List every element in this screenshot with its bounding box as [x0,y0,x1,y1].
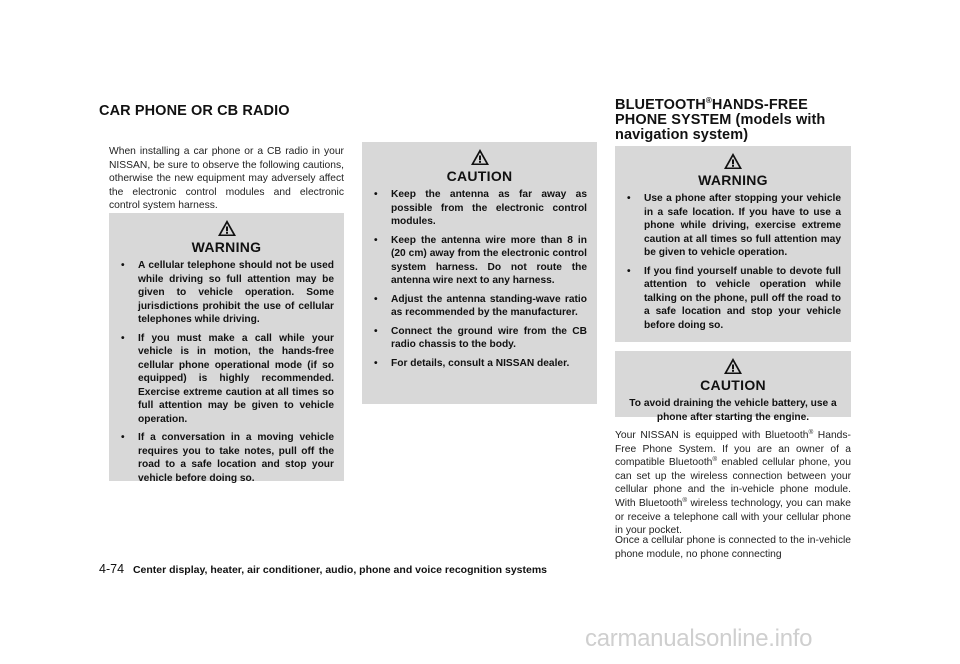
watermark: carmanualsonline.info [585,625,813,652]
warning-item: • Use a phone after stopping your vehicle in a safe location. If you have to use a phone while driving, exercise extreme caution at all times so full attention may be given to vehicle operation. [627,192,841,260]
caution-box-middle [362,142,597,404]
warning-item: • If you find yourself unable to devote full attention to vehicle operation while talking on the phone, pull off the road to a safe location and stop your vehicle before doing so. [627,265,841,333]
caution-heading: CAUTION [446,168,513,184]
caution-heading: CAUTION [700,377,766,393]
footer-chapter-title: Center display, heater, air conditioner, audio, phone and voice recognition systems [132,564,548,576]
warning-box-right [615,146,851,342]
warning-header [615,146,851,192]
caution-item: • Keep the antenna wire more than 8 in (20 cm) away from the electronic control system harness. Do not route the antenna wire next to any harness. [374,234,587,288]
warning-triangle-icon [723,357,743,375]
caution-item: • Connect the ground wire from the CB radio chassis to the body. [374,325,587,352]
page-number: 4-74 [99,562,125,576]
warning-item: • A cellular telephone should not be used while driving so full attention may be given to vehicle operation. Some jurisdictions prohibit the use of cellular telephones while driving. [121,259,334,327]
section-title-car-phone: CAR PHONE OR CB RADIO [99,103,290,119]
caution-header [362,142,597,188]
bluetooth-paragraph-2: Once a cellular phone is connected to the in-vehicle phone module, no phone connecting [615,535,851,560]
section-title-bluetooth: BLUETOOTH®HANDS-FREE PHONE SYSTEM (models with navigation system) [615,96,826,143]
warning-list [615,192,851,347]
caution-item: • Keep the antenna as far away as possible from the electronic control modules. [374,188,587,229]
warning-triangle-icon [723,152,743,170]
warning-triangle-icon [217,219,237,237]
caution-header [615,351,851,397]
warning-item: • If a conversation in a moving vehicle requires you to take notes, pull off the road to a safe location and stop your vehicle before doing so. [121,431,334,485]
warning-box-left [109,213,344,484]
page-footer [99,562,547,576]
bluetooth-paragraph-1: Your NISSAN is equipped with Bluetooth® Hands-Free Phone System. If you are an owner of a compatible Bluetooth® enabled cellular phone, you can set up the wireless connection between your cellular phone and the in-vehicle phone module. With Bluetooth® wireless technology, you can make or receive a telephone call with your cellular phone in your pocket. [615,429,851,537]
caution-text: To avoid draining the vehicle battery, use a phone after starting the engine. [629,398,837,423]
caution-list [362,188,597,385]
caution-box-right [615,351,851,423]
warning-item: • If you must make a call while your vehicle is in motion, the hands-free cellular phone operational mode (if so equipped) is highly recommended. Exercise extreme caution at all times so full attention may be given to vehicle operation. [121,332,334,427]
caution-item: • Adjust the antenna standing-wave ratio as recommended by the manufacturer. [374,293,587,320]
warning-triangle-icon [470,148,490,166]
intro-paragraph: When installing a car phone or a CB radio in your NISSAN, be sure to observe the following cautions, otherwise the new equipment may adversely affect the electronic control modules and electronic control system harness. [109,146,344,212]
warning-heading: WARNING [698,172,768,188]
caution-item: • For details, consult a NISSAN dealer. [374,357,587,371]
warning-header [109,213,344,259]
warning-heading: WARNING [191,239,262,255]
warning-list [109,259,344,500]
